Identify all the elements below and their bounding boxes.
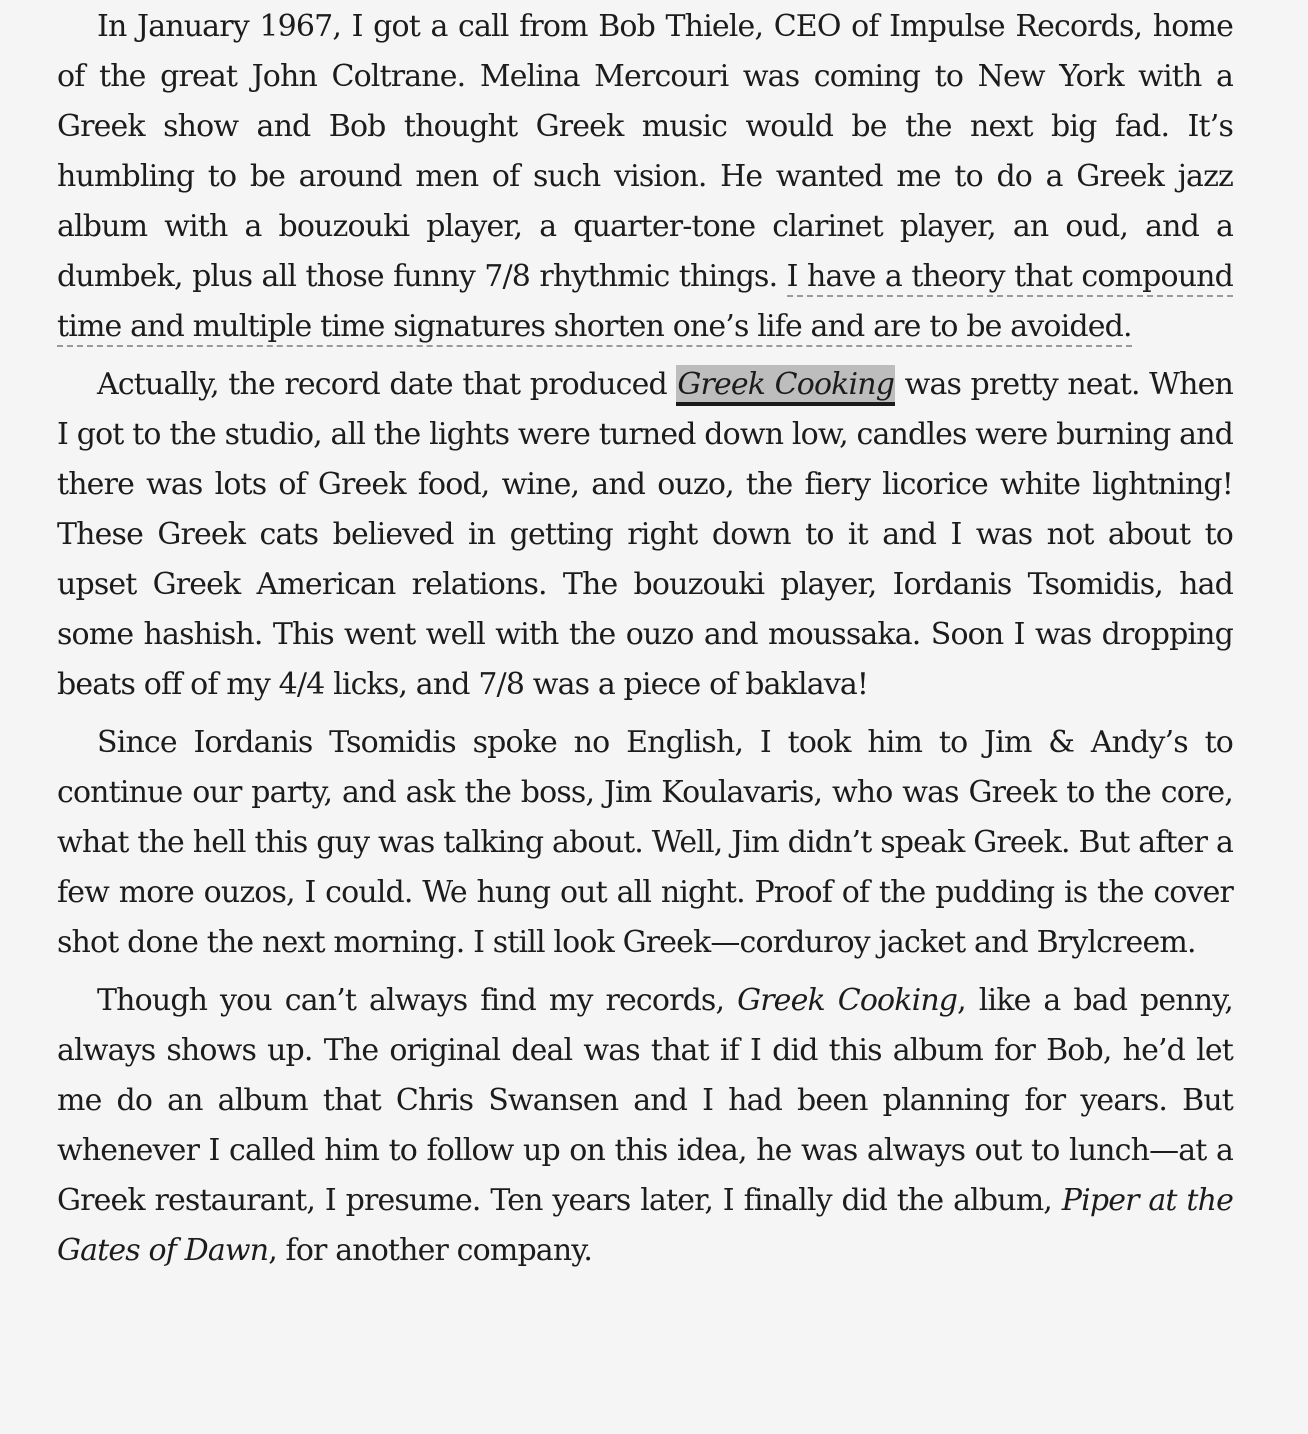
paragraph-1-text: In January 1967, I got a call from Bob Thiele, CEO of Impulse Records, home of the great John Coltrane. Melina Mercouri was coming to New York with a Greek show and Bob thought Greek music would be the next big fad. It’s humbling to be around men of such vision. He wanted me to do a Greek jazz album with a bouzouki player, a quarter-tone clarinet player, an oud, and a dumbek, plus all those funny 7/8 rhythmic things. xyxy=(57,9,1233,294)
paragraph-1 xyxy=(57,2,1233,352)
paragraph-4 xyxy=(57,976,1233,1276)
paragraph-4-text-end: , for another company. xyxy=(268,1233,593,1268)
selected-word-greek-cooking[interactable]: Greek Cooking xyxy=(676,365,895,406)
paragraph-2-text-start: Actually, the record date that produced xyxy=(97,367,677,402)
album-title-greek-cooking: Greek Cooking xyxy=(737,983,958,1018)
paragraph-3 xyxy=(57,718,1233,968)
album-title-piper: Piper at the Gates of Dawn xyxy=(57,1183,1233,1268)
highlighted-note-passage[interactable]: I have a theory that compound time and multiple time signatures shorten one’s life and are to be avoided. xyxy=(57,259,1233,347)
paragraph-4-text-middle: , like a bad penny, always shows up. The original deal was that if I did this album for Bob, he’d let me do an album that Chris Swansen and I had been planning for years. But whenever I called him to follow up on this idea, he was always out to lunch—at a Greek restaurant, I presume. Ten years later, I finally did the album, xyxy=(57,983,1233,1218)
reader-page xyxy=(57,0,1233,1434)
paragraph-3-text: Since Iordanis Tsomidis spoke no English, I took him to Jim & Andy’s to continue our party, and ask the boss, Jim Koulavaris, who was Greek to the core, what the hell this guy was talking about. Well, Jim didn’t speak Greek. But after a few more ouzos, I could. We hung out all night. Proof of the pudding is the cover shot done the next morning. I still look Greek—corduroy jacket and Brylcreem. xyxy=(57,725,1233,960)
paragraph-4-text-start: Though you can’t always find my records, xyxy=(97,983,738,1018)
paragraph-2-text-end: was pretty neat. When I got to the studio, all the lights were turned down low, candles were burning and there was lots of Greek food, wine, and ouzo, the fiery licorice white lightning! These Greek cats believed in getting right down to it and I was not about to upset Greek American relations. The bouzouki player, Iordanis Tsomidis, had some hashish. This went well with the ouzo and moussaka. Soon I was dropping beats off of my 4/4 licks, and 7/8 was a piece of baklava! xyxy=(57,367,1233,702)
paragraph-2 xyxy=(57,360,1233,710)
